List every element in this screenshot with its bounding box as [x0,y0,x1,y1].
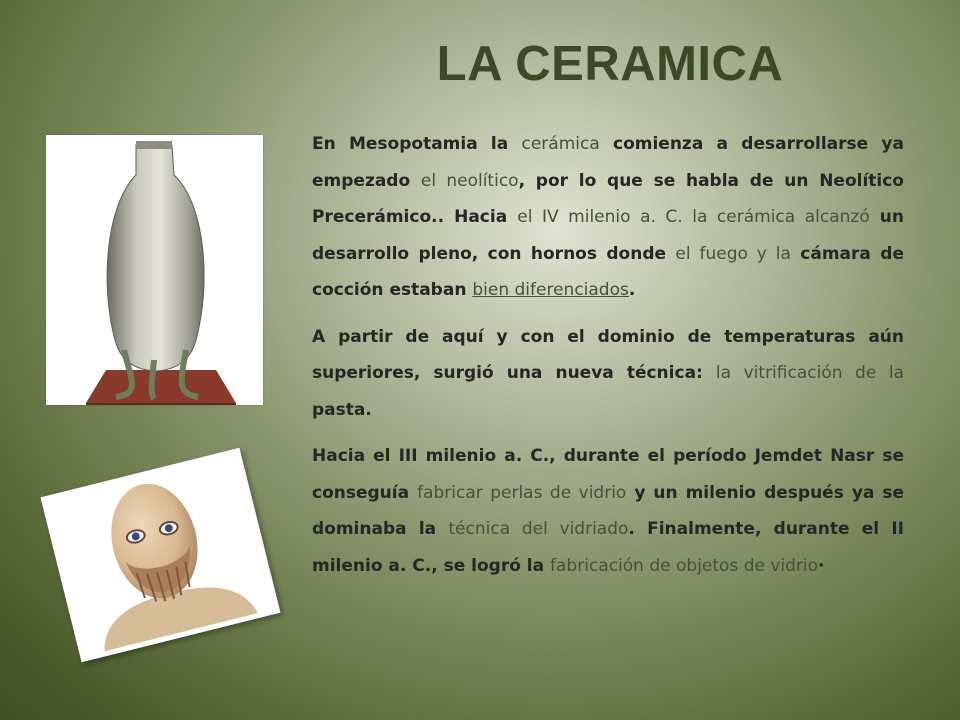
p1-text-e: , por lo que se habla de un Neolítico Precerámico.. Hacia [312,170,904,227]
p1-text-h: el fuego y la [675,243,791,264]
paragraph-2 [312,319,904,429]
p1-text-f: el IV milenio a. C. la cerámica alcanzó [517,207,870,227]
p1-text-c: comienza a desarrollarse ya empezado [312,134,904,191]
vase-photo [46,135,263,405]
paragraph-1 [312,126,904,309]
p3-text-d: técnica del vidriado [448,519,629,539]
p1-text-j: . [628,280,636,300]
paragraph-3 [312,438,904,584]
p3-text-e: . Finalmente, durante el II milenio a. C., se logró la [312,519,904,576]
p3-text-f: fabricación de objetos de vidrio [550,555,819,576]
head-sculpture-photo [40,448,280,663]
p1-text-b: cerámica [521,134,600,154]
slide-body [312,126,904,594]
p3-text-a: Hacia el III milenio a. C., durante el período Jemdet Nasr se conseguía [312,446,904,503]
p2-text-b: la vitrificación de la [715,363,905,383]
p1-text-a: En Mesopotamia la [312,134,522,154]
p1-text-g: un desarrollo pleno, con hornos donde [312,207,905,264]
p1-text-d: el neolítico [420,170,519,191]
p3-text-b: fabricar perlas de vidrio [417,482,627,503]
bien-diferenciados-link[interactable]: bien diferenciados [472,280,629,300]
slide-title: LA CERAMICA [436,37,784,91]
p2-text-a: A partir de aquí y con el dominio de temperaturas aún superiores, surgió una nueva técnica: [312,326,904,383]
p3-text-c: y un milenio después ya se dominaba la [312,482,905,539]
p1-text-i: cámara de cocción estaban [312,243,904,300]
p2-text-c: pasta. [312,399,372,420]
p3-text-g: · [818,555,825,576]
